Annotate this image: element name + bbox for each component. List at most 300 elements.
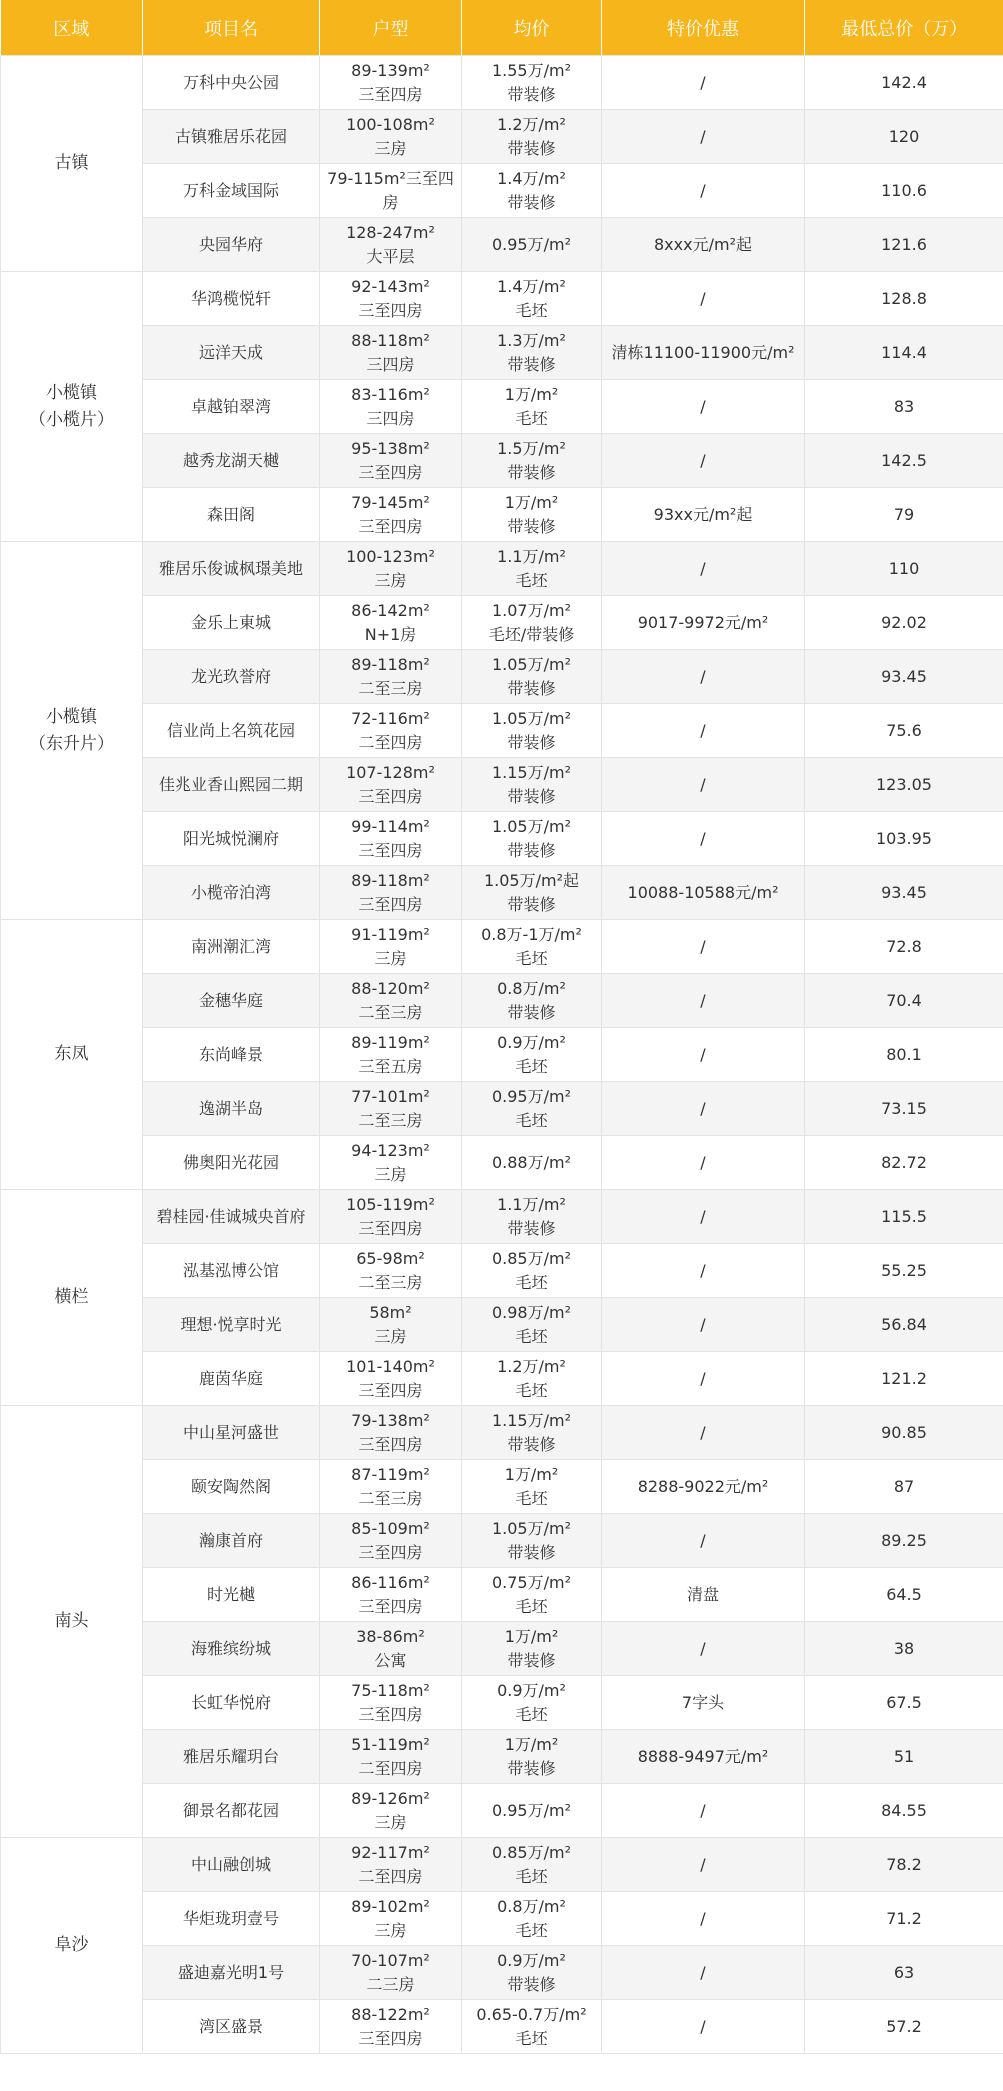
unit-type-line: 三房 [374, 138, 407, 158]
project-name-cell: 万科金域国际 [143, 164, 320, 218]
region-cell [1, 1406, 143, 1838]
min-total-price-cell: 84.55 [805, 1784, 1003, 1838]
unit-type-line: 89-139m² [351, 60, 430, 80]
average-price-line: 0.8万/m² [497, 978, 566, 998]
average-price-line: 0.9万/m² [497, 1680, 566, 1700]
unit-type-cell [320, 1514, 462, 1568]
average-price-line: 0.9万/m² [497, 1032, 566, 1052]
min-total-price-cell: 51 [805, 1730, 1003, 1784]
region-label: 横栏 [54, 1287, 89, 1307]
min-total-price-cell: 87 [805, 1460, 1003, 1514]
special-offer-cell: 清栋11100-11900元/m² [602, 326, 805, 380]
min-total-price-cell: 115.5 [805, 1190, 1003, 1244]
average-price-line: 毛坯 [515, 1110, 548, 1130]
header-unit-type: 户型 [320, 0, 462, 56]
average-price-line: 0.95万/m² [491, 234, 572, 254]
region-cell [1, 272, 143, 542]
unit-type-line: 65-98m² [356, 1248, 425, 1268]
unit-type-line: 二至四房 [358, 1758, 423, 1778]
min-total-price-cell: 120 [805, 110, 1003, 164]
special-offer-cell: / [602, 1892, 805, 1946]
region-label: （东升片） [29, 733, 114, 754]
average-price-line: 1万/m² [504, 1734, 559, 1754]
table-row [1, 272, 1003, 326]
average-price-cell [462, 596, 602, 650]
min-total-price-cell: 110.6 [805, 164, 1003, 218]
average-price-line: 1.4万/m² [497, 276, 566, 296]
unit-type-line: 58m² [369, 1302, 412, 1322]
project-name-cell: 湾区盛景 [143, 2000, 320, 2054]
unit-type-line: 128-247m² [346, 222, 435, 242]
average-price-cell [462, 1784, 602, 1838]
project-name-cell: 金乐上東城 [143, 596, 320, 650]
project-name-cell: 盛迪嘉光明1号 [143, 1946, 320, 2000]
unit-type-line: 二至三房 [358, 1272, 423, 1292]
project-name-cell: 龙光玖誉府 [143, 650, 320, 704]
unit-type-line: 101-140m² [346, 1356, 435, 1376]
min-total-price-cell: 70.4 [805, 974, 1003, 1028]
table-row [1, 1136, 1003, 1190]
table-row [1, 866, 1003, 920]
special-offer-cell: 93xx元/m²起 [602, 488, 805, 542]
min-total-price-cell: 80.1 [805, 1028, 1003, 1082]
header-project-name: 项目名 [143, 0, 320, 56]
unit-type-line: 72-116m² [351, 708, 430, 728]
project-name-cell: 泓基泓博公馆 [143, 1244, 320, 1298]
unit-type-line: 三至四房 [358, 516, 423, 536]
region-label: 古镇 [54, 153, 89, 173]
unit-type-cell [320, 218, 462, 272]
special-offer-cell: / [602, 56, 805, 110]
project-name-cell: 金穗华庭 [143, 974, 320, 1028]
table-row [1, 380, 1003, 434]
unit-type-line: 87-119m² [351, 1464, 430, 1484]
special-offer-cell: / [602, 1622, 805, 1676]
unit-type-cell [320, 1892, 462, 1946]
average-price-cell [462, 704, 602, 758]
special-offer-cell: / [602, 434, 805, 488]
unit-type-line: 89-119m² [351, 1032, 430, 1052]
special-offer-cell: 10088-10588元/m² [602, 866, 805, 920]
unit-type-cell [320, 1676, 462, 1730]
project-name-cell: 瀚康首府 [143, 1514, 320, 1568]
min-total-price-cell: 93.45 [805, 866, 1003, 920]
unit-type-line: 二至三房 [358, 1110, 423, 1130]
special-offer-cell: 9017-9972元/m² [602, 596, 805, 650]
table-row [1, 542, 1003, 596]
unit-type-line: 86-116m² [351, 1572, 430, 1592]
unit-type-cell [320, 1352, 462, 1406]
unit-type-cell [320, 56, 462, 110]
unit-type-line: 三四房 [366, 408, 415, 428]
header-average-price: 均价 [462, 0, 602, 56]
project-name-cell: 华炬珑玥壹号 [143, 1892, 320, 1946]
average-price-line: 1.05万/m² [491, 1518, 572, 1538]
table-row [1, 2000, 1003, 2054]
average-price-cell [462, 866, 602, 920]
table-row [1, 974, 1003, 1028]
unit-type-cell [320, 1406, 462, 1460]
average-price-line: 带装修 [507, 1758, 556, 1778]
header-special-offer: 特价优惠 [602, 0, 805, 56]
header-region: 区域 [1, 0, 143, 56]
special-offer-cell: / [602, 920, 805, 974]
min-total-price-cell: 93.45 [805, 650, 1003, 704]
unit-type-line: 房 [382, 192, 399, 212]
average-price-line: 带装修 [507, 462, 556, 482]
average-price-cell [462, 434, 602, 488]
average-price-line: 1.15万/m² [491, 1410, 572, 1430]
header-min-total-price: 最低总价（万） [805, 0, 1003, 56]
average-price-line: 0.95万/m² [491, 1086, 572, 1106]
unit-type-line: 86-142m² [351, 600, 430, 620]
average-price-line: 带装修 [507, 84, 556, 104]
special-offer-cell: / [602, 1190, 805, 1244]
unit-type-line: 94-123m² [351, 1140, 430, 1160]
unit-type-line: 89-126m² [351, 1788, 430, 1808]
special-offer-cell: 8888-9497元/m² [602, 1730, 805, 1784]
unit-type-line: N+1房 [364, 624, 417, 644]
project-name-cell: 中山融创城 [143, 1838, 320, 1892]
project-name-cell: 长虹华悦府 [143, 1676, 320, 1730]
unit-type-line: 38-86m² [356, 1626, 425, 1646]
region-label: （小榄片） [29, 409, 114, 430]
unit-type-line: 92-117m² [351, 1842, 430, 1862]
unit-type-line: 89-118m² [351, 654, 430, 674]
average-price-line: 毛坯 [515, 948, 548, 968]
unit-type-cell [320, 866, 462, 920]
unit-type-line: 95-138m² [351, 438, 430, 458]
table-row [1, 1730, 1003, 1784]
unit-type-cell [320, 1784, 462, 1838]
average-price-line: 带装修 [507, 678, 556, 698]
project-name-cell: 佳兆业香山熙园二期 [143, 758, 320, 812]
region-cell [1, 920, 143, 1190]
average-price-line: 带装修 [507, 1002, 556, 1022]
region-label: 小榄镇 [46, 382, 97, 403]
special-offer-cell: 8xxx元/m²起 [602, 218, 805, 272]
special-offer-cell: / [602, 1244, 805, 1298]
special-offer-cell: / [602, 272, 805, 326]
special-offer-cell: / [602, 2000, 805, 2054]
unit-type-cell [320, 434, 462, 488]
average-price-cell [462, 1082, 602, 1136]
unit-type-cell [320, 650, 462, 704]
unit-type-line: 91-119m² [351, 924, 430, 944]
project-name-cell: 东尚峰景 [143, 1028, 320, 1082]
average-price-line: 1.1万/m² [497, 1194, 566, 1214]
average-price-line: 0.85万/m² [491, 1248, 572, 1268]
average-price-cell [462, 218, 602, 272]
project-name-cell: 央园华府 [143, 218, 320, 272]
unit-type-line: 100-108m² [346, 114, 435, 134]
average-price-line: 毛坯 [515, 300, 548, 320]
table-row [1, 1298, 1003, 1352]
unit-type-cell [320, 1028, 462, 1082]
average-price-line: 带装修 [507, 732, 556, 752]
average-price-cell [462, 1676, 602, 1730]
average-price-cell [462, 164, 602, 218]
unit-type-line: 三至四房 [358, 894, 423, 914]
average-price-line: 带装修 [507, 840, 556, 860]
unit-type-line: 三至四房 [358, 840, 423, 860]
unit-type-line: 三至四房 [358, 2028, 423, 2048]
average-price-line: 0.98万/m² [491, 1302, 572, 1322]
unit-type-line: 88-118m² [351, 330, 430, 350]
unit-type-line: 二至四房 [358, 1866, 423, 1886]
average-price-cell [462, 920, 602, 974]
unit-type-line: 三房 [374, 948, 407, 968]
min-total-price-cell: 55.25 [805, 1244, 1003, 1298]
unit-type-line: 三至四房 [358, 300, 423, 320]
min-total-price-cell: 38 [805, 1622, 1003, 1676]
min-total-price-cell: 67.5 [805, 1676, 1003, 1730]
average-price-cell [462, 272, 602, 326]
unit-type-line: 51-119m² [351, 1734, 430, 1754]
average-price-line: 毛坯 [515, 1380, 548, 1400]
average-price-line: 1.07万/m² [491, 600, 572, 620]
average-price-line: 毛坯 [515, 1866, 548, 1886]
unit-type-cell [320, 380, 462, 434]
project-name-cell: 卓越铂翠湾 [143, 380, 320, 434]
average-price-line: 毛坯 [515, 1596, 548, 1616]
min-total-price-cell: 73.15 [805, 1082, 1003, 1136]
average-price-cell [462, 1028, 602, 1082]
table-row [1, 1568, 1003, 1622]
average-price-cell [462, 1892, 602, 1946]
special-offer-cell: / [602, 704, 805, 758]
unit-type-line: 三房 [374, 1920, 407, 1940]
unit-type-line: 三四房 [366, 354, 415, 374]
min-total-price-cell: 142.5 [805, 434, 1003, 488]
average-price-line: 0.85万/m² [491, 1842, 572, 1862]
average-price-line: 0.95万/m² [491, 1800, 572, 1820]
table-row [1, 1892, 1003, 1946]
table-row [1, 1838, 1003, 1892]
average-price-line: 带装修 [507, 894, 556, 914]
special-offer-cell: / [602, 1514, 805, 1568]
project-name-cell: 越秀龙湖天樾 [143, 434, 320, 488]
average-price-cell [462, 1730, 602, 1784]
special-offer-cell: 清盘 [602, 1568, 805, 1622]
table-row [1, 650, 1003, 704]
unit-type-cell [320, 920, 462, 974]
table-row [1, 488, 1003, 542]
region-cell [1, 1190, 143, 1406]
average-price-line: 带装修 [507, 138, 556, 158]
table-row [1, 1190, 1003, 1244]
table-row [1, 1676, 1003, 1730]
table-row [1, 1622, 1003, 1676]
region-label: 阜沙 [54, 1935, 89, 1955]
unit-type-cell [320, 1838, 462, 1892]
average-price-cell [462, 974, 602, 1028]
special-offer-cell: / [602, 380, 805, 434]
unit-type-line: 107-128m² [346, 762, 435, 782]
average-price-cell [462, 326, 602, 380]
average-price-line: 1.05万/m² [491, 654, 572, 674]
project-name-cell: 海雅缤纷城 [143, 1622, 320, 1676]
average-price-line: 1.2万/m² [497, 114, 566, 134]
table-row [1, 164, 1003, 218]
unit-type-line: 92-143m² [351, 276, 430, 296]
unit-type-line: 79-115m²三至四 [327, 168, 454, 188]
min-total-price-cell: 128.8 [805, 272, 1003, 326]
table-row [1, 1514, 1003, 1568]
average-price-line: 0.65-0.7万/m² [476, 2004, 587, 2024]
unit-type-line: 89-102m² [351, 1896, 430, 1916]
special-offer-cell: / [602, 1406, 805, 1460]
average-price-line: 毛坯 [515, 1488, 548, 1508]
table-row [1, 704, 1003, 758]
project-name-cell: 碧桂园·佳诚城央首府 [143, 1190, 320, 1244]
table-row [1, 56, 1003, 110]
min-total-price-cell: 56.84 [805, 1298, 1003, 1352]
table-row [1, 1946, 1003, 2000]
average-price-cell [462, 1946, 602, 2000]
project-name-cell: 远洋天成 [143, 326, 320, 380]
project-name-cell: 逸湖半岛 [143, 1082, 320, 1136]
table-row [1, 920, 1003, 974]
average-price-line: 毛坯 [515, 1326, 548, 1346]
table-row [1, 1352, 1003, 1406]
special-offer-cell: / [602, 1136, 805, 1190]
average-price-line: 毛坯 [515, 408, 548, 428]
average-price-line: 1.55万/m² [491, 60, 572, 80]
project-name-cell: 南洲潮汇湾 [143, 920, 320, 974]
unit-type-line: 77-101m² [351, 1086, 430, 1106]
unit-type-line: 89-118m² [351, 870, 430, 890]
unit-type-cell [320, 2000, 462, 2054]
table-row [1, 1784, 1003, 1838]
average-price-cell [462, 1352, 602, 1406]
unit-type-line: 三房 [374, 1164, 407, 1184]
unit-type-line: 85-109m² [351, 1518, 430, 1538]
min-total-price-cell: 83 [805, 380, 1003, 434]
unit-type-cell [320, 1730, 462, 1784]
average-price-line: 1万/m² [504, 492, 559, 512]
min-total-price-cell: 92.02 [805, 596, 1003, 650]
min-total-price-cell: 75.6 [805, 704, 1003, 758]
average-price-line: 1万/m² [504, 384, 559, 404]
table-row [1, 1244, 1003, 1298]
unit-type-cell [320, 1946, 462, 2000]
unit-type-cell [320, 1190, 462, 1244]
average-price-cell [462, 1190, 602, 1244]
table-row [1, 326, 1003, 380]
special-offer-cell: / [602, 1352, 805, 1406]
unit-type-cell [320, 1244, 462, 1298]
average-price-line: 毛坯 [515, 2028, 548, 2048]
average-price-cell [462, 488, 602, 542]
table-row [1, 110, 1003, 164]
min-total-price-cell: 79 [805, 488, 1003, 542]
average-price-line: 1.4万/m² [497, 168, 566, 188]
min-total-price-cell: 72.8 [805, 920, 1003, 974]
table-row [1, 596, 1003, 650]
average-price-cell [462, 1406, 602, 1460]
unit-type-line: 83-116m² [351, 384, 430, 404]
average-price-line: 带装修 [507, 1434, 556, 1454]
unit-type-cell [320, 326, 462, 380]
project-name-cell: 中山星河盛世 [143, 1406, 320, 1460]
min-total-price-cell: 64.5 [805, 1568, 1003, 1622]
average-price-line: 带装修 [507, 1218, 556, 1238]
table-row [1, 218, 1003, 272]
table-header [1, 0, 1003, 56]
min-total-price-cell: 82.72 [805, 1136, 1003, 1190]
average-price-line: 1.2万/m² [497, 1356, 566, 1376]
unit-type-line: 二至三房 [358, 1488, 423, 1508]
project-name-cell: 古镇雅居乐花园 [143, 110, 320, 164]
unit-type-line: 三至四房 [358, 1596, 423, 1616]
min-total-price-cell: 63 [805, 1946, 1003, 2000]
min-total-price-cell: 123.05 [805, 758, 1003, 812]
unit-type-cell [320, 1622, 462, 1676]
average-price-line: 带装修 [507, 786, 556, 806]
special-offer-cell: / [602, 812, 805, 866]
project-name-cell: 万科中央公园 [143, 56, 320, 110]
unit-type-line: 三至四房 [358, 1218, 423, 1238]
unit-type-cell [320, 272, 462, 326]
min-total-price-cell: 121.2 [805, 1352, 1003, 1406]
special-offer-cell: / [602, 650, 805, 704]
table-row [1, 758, 1003, 812]
min-total-price-cell: 89.25 [805, 1514, 1003, 1568]
average-price-line: 1.3万/m² [497, 330, 566, 350]
project-name-cell: 雅居乐耀玥台 [143, 1730, 320, 1784]
average-price-cell [462, 1568, 602, 1622]
unit-type-cell [320, 1460, 462, 1514]
average-price-cell [462, 650, 602, 704]
table-row [1, 1082, 1003, 1136]
unit-type-line: 三至四房 [358, 1434, 423, 1454]
unit-type-line: 79-138m² [351, 1410, 430, 1430]
special-offer-cell: / [602, 1784, 805, 1838]
unit-type-line: 75-118m² [351, 1680, 430, 1700]
unit-type-line: 100-123m² [346, 546, 435, 566]
project-name-cell: 佛奥阳光花园 [143, 1136, 320, 1190]
average-price-cell [462, 758, 602, 812]
average-price-line: 0.9万/m² [497, 1950, 566, 1970]
unit-type-cell [320, 1136, 462, 1190]
unit-type-cell [320, 812, 462, 866]
average-price-cell [462, 1622, 602, 1676]
unit-type-cell [320, 974, 462, 1028]
average-price-cell [462, 1514, 602, 1568]
unit-type-line: 三房 [374, 1812, 407, 1832]
average-price-line: 1.05万/m² [491, 708, 572, 728]
unit-type-line: 二三房 [366, 1974, 415, 1994]
average-price-line: 带装修 [507, 1542, 556, 1562]
unit-type-line: 79-145m² [351, 492, 430, 512]
unit-type-cell [320, 758, 462, 812]
special-offer-cell: 8288-9022元/m² [602, 1460, 805, 1514]
special-offer-cell: / [602, 542, 805, 596]
unit-type-line: 三至四房 [358, 462, 423, 482]
unit-type-line: 88-120m² [351, 978, 430, 998]
header-row [1, 0, 1003, 56]
average-price-cell [462, 1244, 602, 1298]
unit-type-line: 三至四房 [358, 786, 423, 806]
unit-type-line: 99-114m² [351, 816, 430, 836]
project-name-cell: 华鸿榄悦轩 [143, 272, 320, 326]
unit-type-cell [320, 1568, 462, 1622]
average-price-line: 毛坯 [515, 1704, 548, 1724]
special-offer-cell: / [602, 1946, 805, 2000]
average-price-line: 0.75万/m² [491, 1572, 572, 1592]
project-name-cell: 理想·悦享时光 [143, 1298, 320, 1352]
